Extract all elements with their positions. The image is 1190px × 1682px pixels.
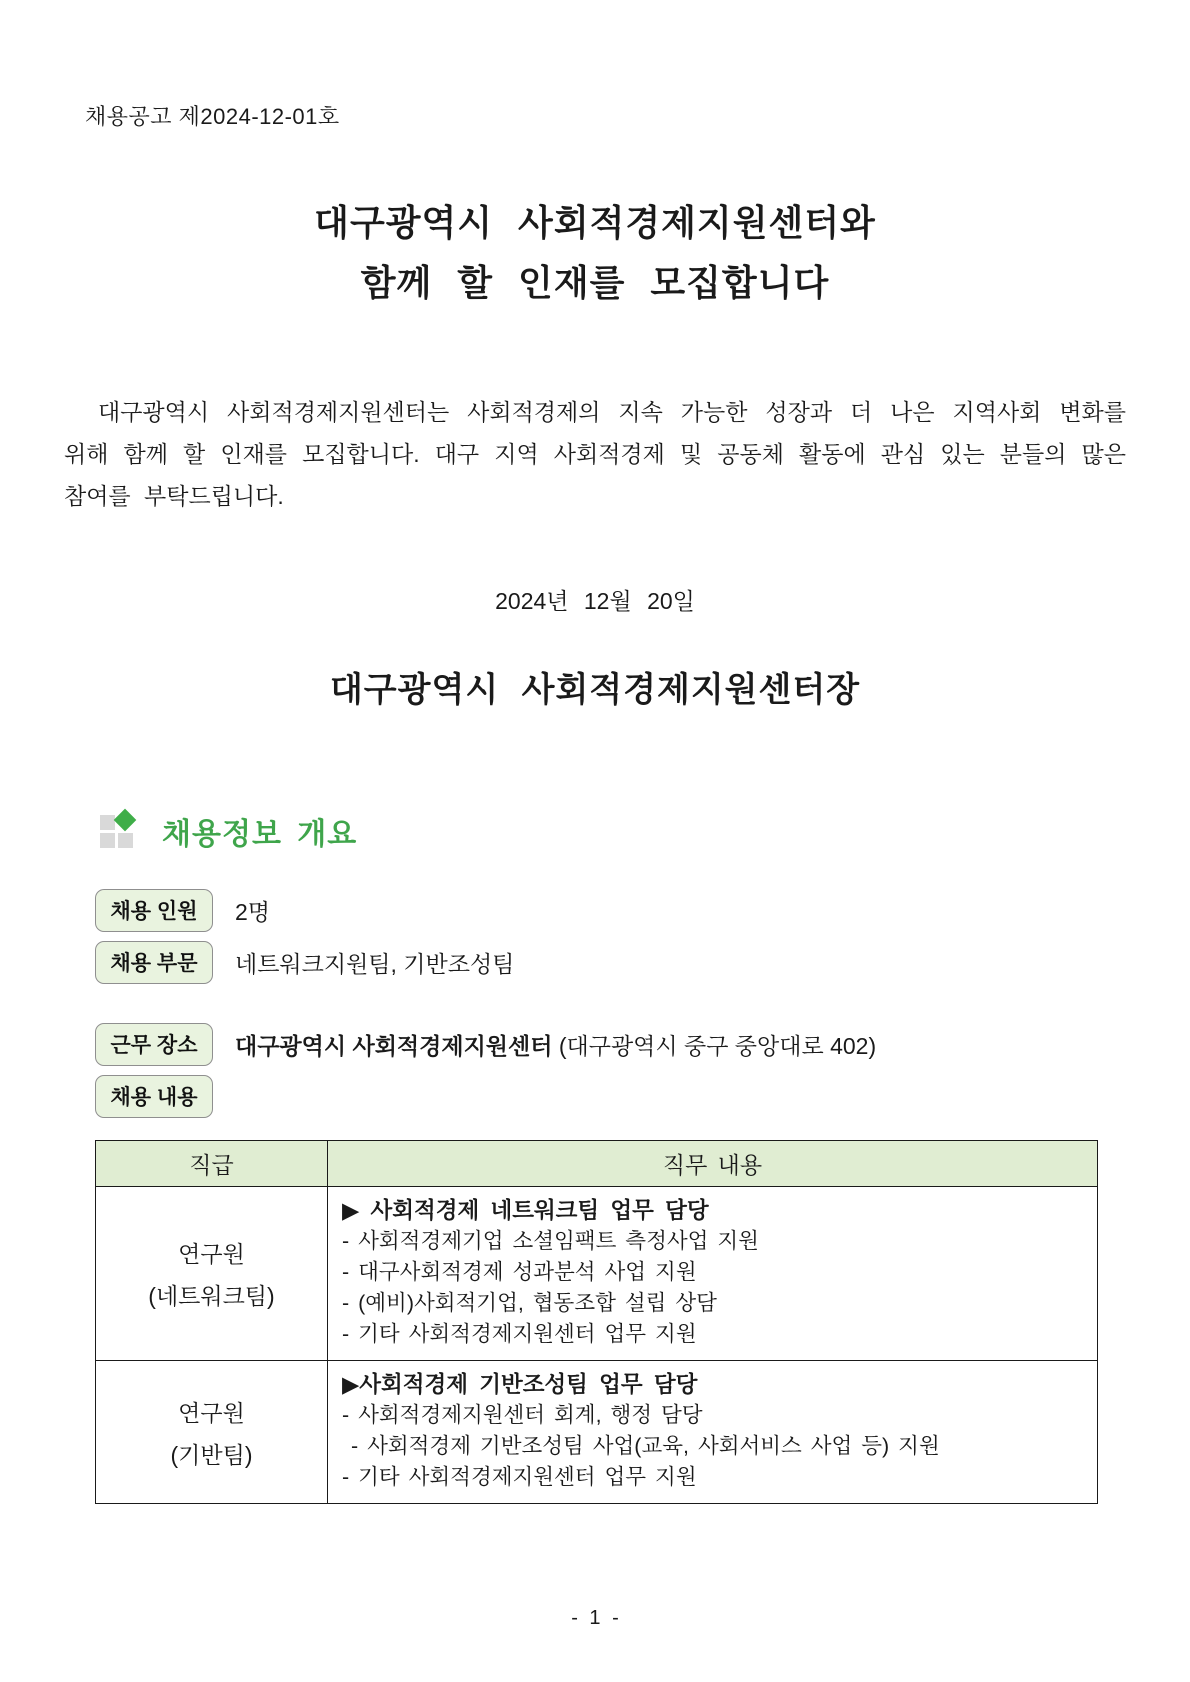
recruit-detail-label-badge: 채용 내용	[95, 1075, 213, 1118]
recruit-count-label-badge: 채용 인원	[95, 889, 213, 932]
table-row-network-team	[96, 1187, 1098, 1361]
title-line-1: 대구광역시 사회적경제지원센터와	[314, 202, 876, 243]
table-header-duties: 직무 내용	[328, 1141, 1098, 1187]
intro-paragraph: 대구광역시 사회적경제지원센터는 사회적경제의 지속 가능한 성장과 더 나은 지역사회 변화를 위해 함께 할 인재를 모집합니다. 대구 지역 사회적경제 및 공동체 활동에 관심 있는 분들의 많은 참여를 부탁드립니다.	[64, 399, 1126, 509]
position-cell	[96, 1187, 328, 1361]
duty-item: - 사회적경제기업 소셜임팩트 측정사업 지원	[342, 1229, 759, 1253]
recruit-division-value: 네트워크지원팀, 기반조성팀	[235, 951, 515, 977]
document-title	[0, 193, 1190, 313]
position-title: 연구원	[178, 1241, 245, 1267]
table-row-foundation-team	[96, 1361, 1098, 1504]
document-date: 2024년 12월 20일	[495, 588, 695, 614]
field-list	[95, 889, 1190, 1118]
position-cell	[96, 1361, 328, 1504]
job-table	[95, 1140, 1098, 1504]
duties-cell	[328, 1361, 1098, 1504]
field-recruit-division	[95, 941, 1190, 984]
work-location-label-badge: 근무 장소	[95, 1023, 213, 1066]
duty-item: - (예비)사회적기업, 협동조합 설립 상담	[342, 1291, 717, 1315]
position-team: (기반팀)	[170, 1441, 253, 1468]
duty-item: - 기타 사회적경제지원센터 업무 지원	[342, 1322, 697, 1346]
work-location-address: (대구광역시 중구 중앙대로 402)	[552, 1033, 877, 1059]
table-header-position: 직급	[96, 1141, 328, 1187]
section-title: 채용정보 개요	[162, 818, 358, 851]
field-work-location	[95, 1023, 1190, 1066]
duties-cell	[328, 1187, 1098, 1361]
work-location-name: 대구광역시 사회적경제지원센터	[235, 1033, 553, 1059]
page-number: - 1 -	[571, 1607, 619, 1629]
duty-heading: ▶사회적경제 기반조성팀 업무 담당	[342, 1372, 698, 1397]
squares-diamond-icon	[100, 812, 140, 850]
issuer-title: 대구광역시 사회적경제지원센터장	[329, 671, 861, 709]
title-line-2: 함께 할 인재를 모집합니다	[360, 262, 830, 303]
position-title: 연구원	[178, 1399, 245, 1426]
work-location-value	[235, 1028, 876, 1061]
field-gap-spacer	[95, 993, 1190, 1023]
section-header	[100, 809, 1190, 853]
table-header-row	[96, 1141, 1098, 1187]
duty-heading: ▶ 사회적경제 네트워크팀 업무 담당	[342, 1198, 709, 1223]
field-recruit-detail	[95, 1075, 1190, 1118]
recruit-count-value: 2명	[235, 899, 271, 925]
duty-item: - 사회적경제지원센터 회계, 행정 담당	[342, 1403, 703, 1427]
field-recruit-count	[95, 889, 1190, 932]
notice-number: 채용공고 제2024-12-01호	[85, 104, 340, 129]
duty-item: - 기타 사회적경제지원센터 업무 지원	[342, 1465, 697, 1489]
position-team: (네트워크팀)	[148, 1283, 275, 1309]
duty-item: - 사회적경제 기반조성팀 사업(교육, 사회서비스 사업 등) 지원	[342, 1434, 940, 1458]
duty-item: - 대구사회적경제 성과분석 사업 지원	[342, 1260, 697, 1284]
recruit-division-label-badge: 채용 부문	[95, 941, 213, 984]
